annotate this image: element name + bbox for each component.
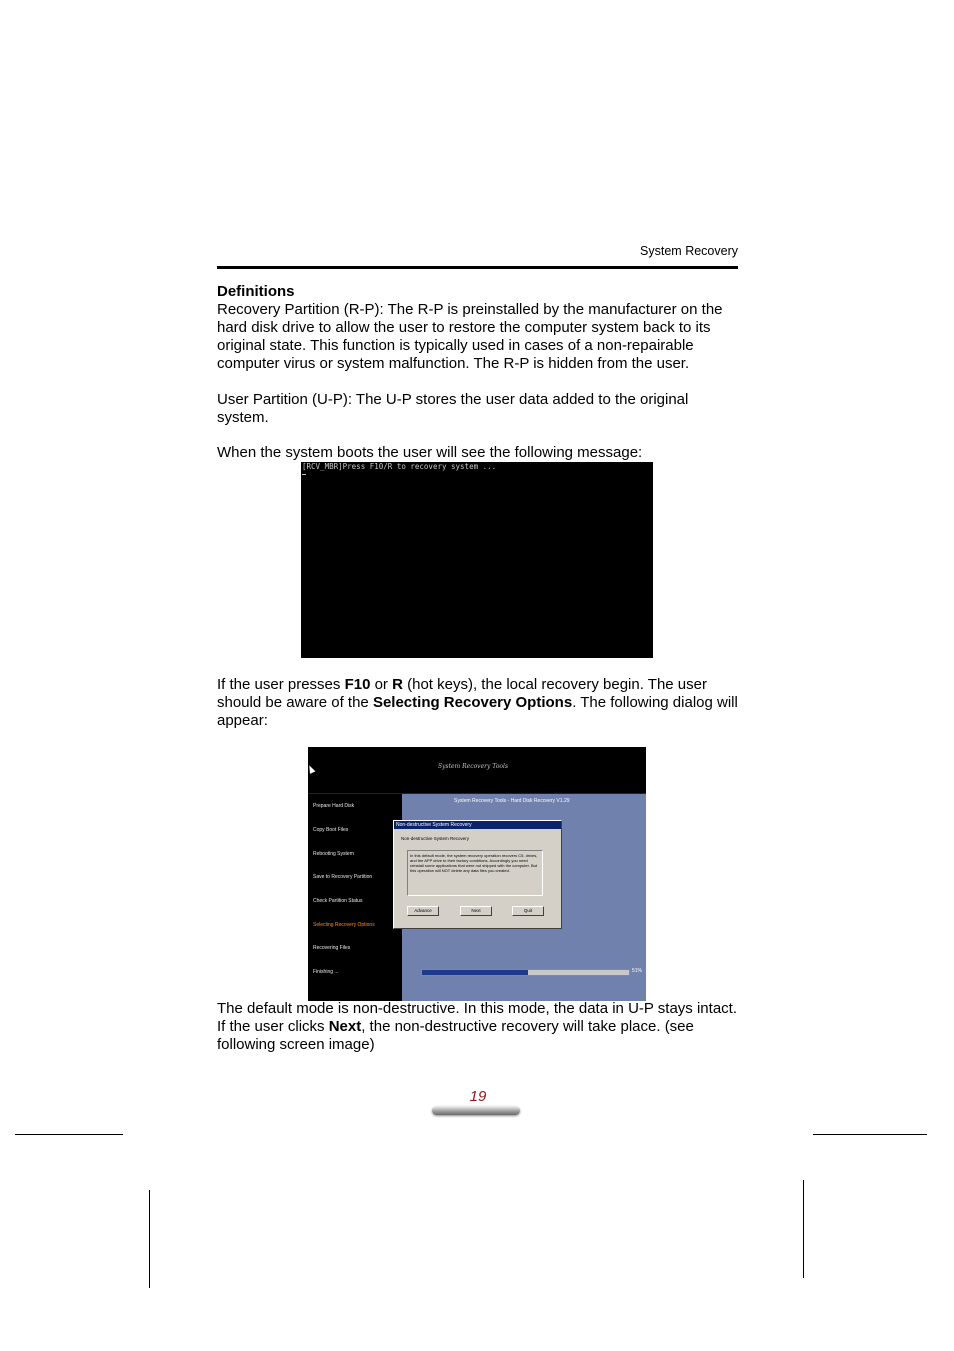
recovery-progress-label: 51% (632, 968, 643, 974)
mouse-cursor-icon (308, 764, 315, 774)
default-mode-text-1: The default mode is non-destructive. In this mode, the data in U-P stays intact. If the user clicks (217, 1000, 737, 1035)
hotkeys-text-2: or (370, 676, 393, 693)
user-partition-paragraph (217, 391, 742, 427)
crop-mark-right (813, 1134, 927, 1135)
next-term: Next (328, 1018, 362, 1035)
boot-intro-paragraph (217, 444, 742, 462)
recovery-tool-title: System Recovery Tools (438, 763, 509, 770)
recovery-tool-header (308, 747, 646, 794)
boot-message: [RCV_MBR]Press F10/R to recovery system ... (302, 462, 497, 471)
definitions-heading: Definitions (217, 283, 295, 300)
step-selecting-options: Selecting Recovery Options (313, 922, 375, 928)
definitions-section (217, 283, 742, 373)
boot-intro-text: When the system boots the user will see the following message: (217, 444, 643, 461)
dialog-subtitle: Non-destructive System Recovery (401, 836, 470, 841)
default-mode-text-2: , the non-destructive recovery will take place. (see following screen image) (217, 1018, 694, 1053)
dialog-title-bar: Non-destructive System Recovery (394, 821, 561, 829)
boot-cursor (302, 474, 306, 475)
hotkeys-text-1: If the user presses (217, 676, 345, 693)
step-check-partition: Check Partition Status (313, 898, 363, 904)
crop-mark-vertical-right (803, 1180, 804, 1278)
boot-screen-image (301, 462, 653, 658)
step-rebooting-system: Rebooting System (313, 851, 354, 857)
page-number: 19 (469, 1088, 487, 1105)
hotkey-f10: F10 (344, 676, 371, 693)
dialog-description: In this default mode, the system recovery operation recovers C5, drives, and the APP drive to their factory conditions. Accordingly you need reinstall some applications that were not shipped with the computer. But this operation will NOT delete any data files you created. (407, 850, 543, 896)
crop-mark-vertical-left (149, 1190, 150, 1288)
recovery-tool-screenshot (308, 747, 646, 1001)
step-prepare-hard-disk: Prepare Hard Disk (313, 803, 355, 809)
crop-mark-left (15, 1134, 123, 1135)
recovery-main-title: System Recovery Tools - Hard Disk Recovery V1.29 (454, 798, 570, 804)
step-save-to-recovery: Save to Recovery Partition (313, 874, 373, 880)
page-tab-decoration (432, 1106, 520, 1115)
quit-button[interactable]: Quit (512, 906, 544, 916)
user-partition-text: User Partition (U-P): The U-P stores the user data added to the original system. (217, 391, 689, 426)
recovery-partition-paragraph: Recovery Partition (R-P): The R-P is preinstalled by the manufacturer on the hard disk drive to allow the user to restore the computer system back to its original state. This function is typically used in cases of a non-repairable computer virus or system malfunction. The R-P is hidden from the user. (217, 301, 723, 372)
step-recovering-files: Recovering Files (313, 945, 351, 951)
step-finishing: Finishing ... (313, 969, 339, 975)
running-header: System Recovery (640, 244, 738, 258)
advance-button[interactable]: Advance (407, 906, 439, 916)
hotkeys-text-3: (hot keys), the local recovery begin. The user should be aware of the (217, 676, 707, 711)
recovery-steps-sidebar (308, 794, 402, 1001)
non-destructive-dialog (393, 820, 562, 929)
selecting-recovery-options-term: Selecting Recovery Options (372, 694, 573, 711)
recovery-progress-bar (421, 969, 630, 976)
hotkey-r: R (392, 676, 403, 693)
hotkeys-text-4: . The following dialog will appear: (217, 694, 738, 729)
default-mode-paragraph (217, 1000, 742, 1054)
header-rule (217, 266, 738, 269)
next-button[interactable]: Next (460, 906, 492, 916)
hotkeys-paragraph (217, 676, 742, 730)
step-copy-boot-files: Copy Boot Files (313, 827, 349, 833)
recovery-progress-fill (422, 970, 528, 975)
